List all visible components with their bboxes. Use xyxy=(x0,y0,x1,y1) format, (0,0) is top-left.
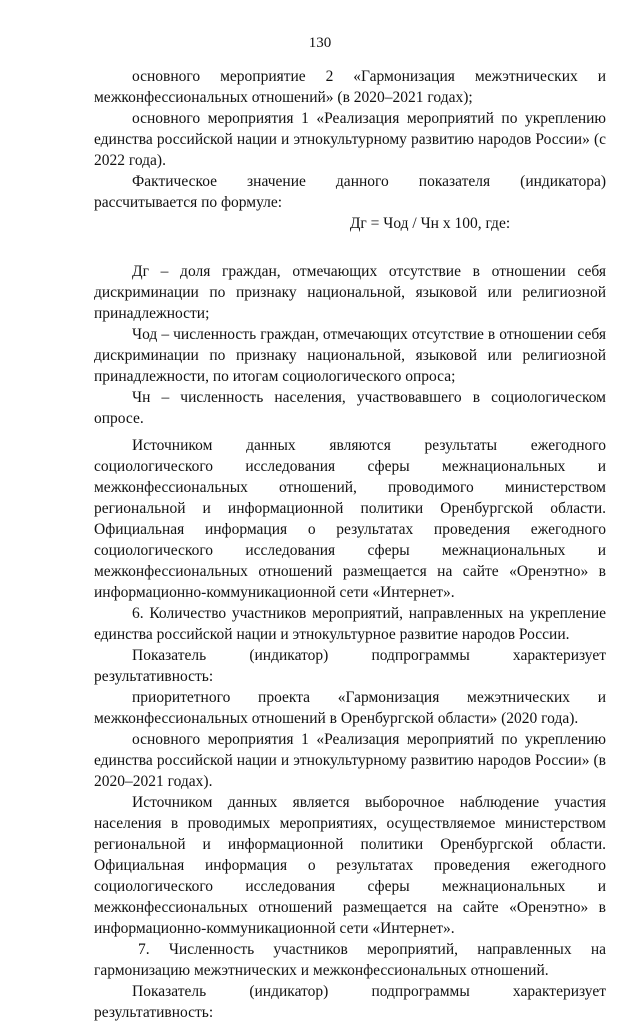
formula: Дг = Чод / Чн х 100, где: xyxy=(349,215,511,232)
paragraph-definition-dg: Дг – доля граждан, отмечающих отсутствие в отношении себя дискриминации по признаку национальной, языковой или религиозной принадлежности; xyxy=(94,263,606,322)
paragraph-definition-chod: Чод – численность граждан, отмечающих отсутствие в отношении себя дискриминации по признаку национальной, языковой или религиозной принадлежности, по итогам социологического опроса; xyxy=(94,326,606,385)
paragraph-data-source-1: Источником данных являются результаты ежегодного социологического исследования сферы межнациональных и межконфессиональных отношений, проводимого министерством региональной и информационной политики Оренбургской области. Официальная информация о результатах проведения ежегодного социологического исследования сферы межнациональных и межконфессиональных отношений размещается на сайте «Оренэтно» в информационно-коммуникационной сети «Интернет». xyxy=(94,437,606,601)
paragraph-priority-project: приоритетного проекта «Гармонизация межэтнических и межконфессиональных отношений в Оренбургской области» (2020 года). xyxy=(94,689,606,727)
paragraph-main-event-1: основного мероприятия 1 «Реализация мероприятий по укреплению единства российской нации и этнокультурному развитию народов России» (с 2022 года). xyxy=(94,110,606,169)
paragraph-indicator-characterizes-1: Показатель (индикатор) подпрограммы характеризует результативность: xyxy=(94,647,606,685)
document-body xyxy=(94,66,606,1023)
paragraph-main-event-1-2020: основного мероприятия 1 «Реализация мероприятий по укреплению единства российской нации и этнокультурному развитию народов России» (в 2020–2021 годах). xyxy=(94,731,606,790)
paragraph-indicator-characterizes-2: Показатель (индикатор) подпрограммы характеризует результативность: xyxy=(94,983,606,1021)
paragraph-main-event-2: основного мероприятие 2 «Гармонизация межэтнических и межконфессиональных отношений» (в 2020–2021 годах); xyxy=(94,68,606,106)
page-number: 130 xyxy=(308,35,332,51)
paragraph-definition-chn: Чн – численность населения, участвовавшего в социологическом опросе. xyxy=(94,389,606,427)
paragraph-formula-intro: Фактическое значение данного показателя (индикатора) рассчитывается по формуле: xyxy=(94,173,606,211)
paragraph-data-source-2: Источником данных является выборочное наблюдение участия населения в проводимых мероприятиях, осуществляемое министерством региональной и информационной политики Оренбургской области. Официальная информация о результатах проведения ежегодного социологического исследования сферы межнациональных и межконфессиональных отношений размещается на сайте «Оренэтно» в информационно-коммуникационной сети «Интернет». xyxy=(94,794,606,937)
paragraph-indicator-7: 7. Численность участников мероприятий, направленных на гармонизацию межэтнических и межконфессиональных отношений. xyxy=(94,941,606,979)
paragraph-indicator-6: 6. Количество участников мероприятий, направленных на укрепление единства российской нации и этнокультурное развитие народов России. xyxy=(94,605,606,643)
